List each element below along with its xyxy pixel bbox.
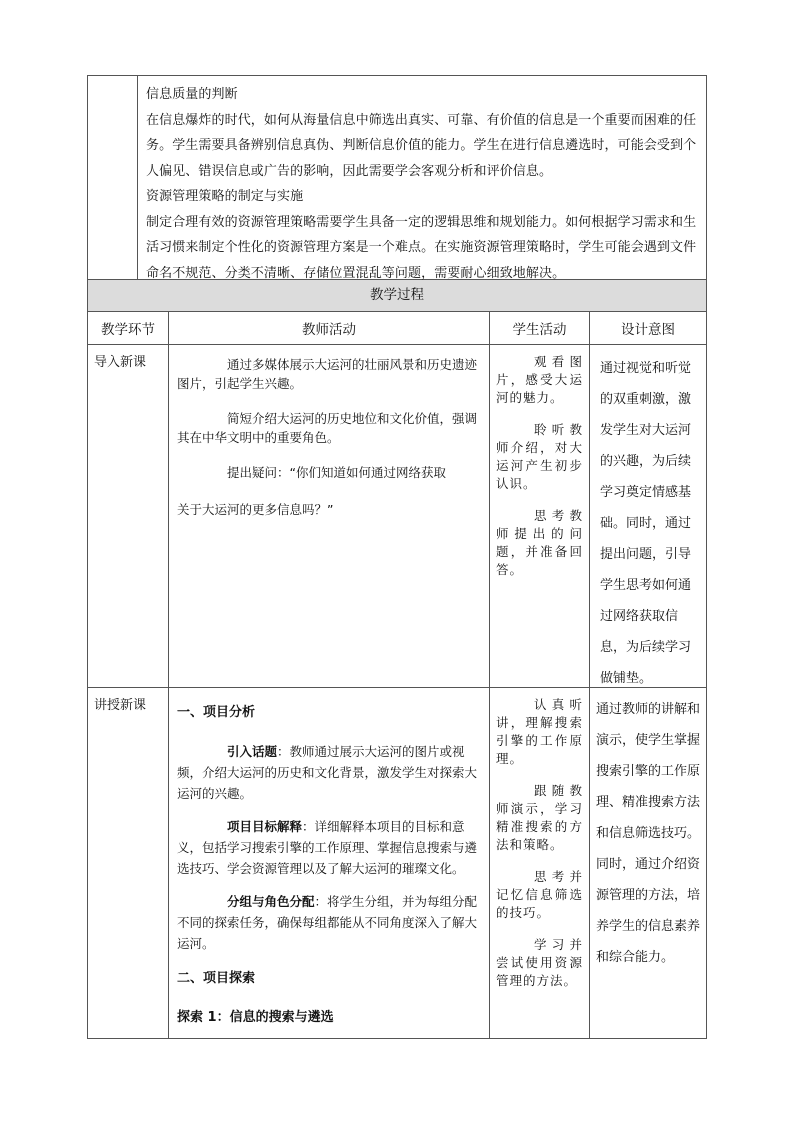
header-stage: 教学环节 (87, 312, 169, 345)
student-activity-lesson (490, 688, 590, 1039)
student-lesson-p1: 认真听讲，理解搜索引擎的工作原理。 (496, 697, 583, 766)
header-student: 学生活动 (490, 312, 590, 345)
teacher-intro-p1: 通过多媒体展示大运河的壮丽风景和历史遗迹图片，引起学生兴趣。 (177, 357, 478, 391)
process-table (87, 312, 707, 1039)
info-quality-text: 在信息爆炸的时代，如何从海量信息中筛选出真实、可靠、有价值的信息是一个重要而困难的任务。学生需要具备辨别信息真伪、判断信息价值的能力。学生在进行信息遴选时，可能会受到个人偏见、错误信息或广告的影响，因此需要学会客观分析和评价信息。 (146, 112, 697, 179)
lesson-item-groups (177, 891, 481, 954)
teacher-intro-p4: 关于大运河的更多信息吗？” (177, 502, 334, 517)
student-lesson-p4: 学习并尝试使用资源管理的方法。 (496, 937, 583, 988)
stage-new-lesson: 讲授新课 (87, 688, 169, 1039)
student-intro-p2: 聆听教师介绍，对大运河产生初步认识。 (496, 422, 583, 491)
student-lesson-p3: 思考并记忆信息筛选的技巧。 (496, 869, 583, 920)
difficulty-content-cell (138, 76, 706, 279)
design-intent-intro: 通过视觉和听觉的双重刺激，激发学生对大运河的兴趣，为后续学习奠定情感基础。同时，通过提出问题，引导学生思考如何通过网络获取信息，为后续学习做铺垫。 (590, 345, 707, 688)
difficulty-label-cell (88, 76, 138, 279)
lesson-item-intro (177, 741, 481, 804)
section-project-analysis: 一、项目分析 (177, 705, 256, 720)
process-title: 教学过程 (87, 280, 707, 312)
lesson-item-groups-text: ：将学生分组，并为每组分配不同的探索任务，确保每组都能从不同角度深入了解大运河。 (177, 894, 478, 951)
lesson-item-groups-label: 分组与角色分配 (227, 894, 315, 909)
difficulty-table (87, 75, 707, 280)
resource-strategy-title: 资源管理策略的制定与实施 (146, 189, 304, 204)
lesson-item-intro-text: ：教师通过展示大运河的图片或视频，介绍大运河的历史和文化背景，激发学生对探索大运河的兴趣。 (177, 744, 478, 801)
lesson-item-goals (177, 816, 481, 879)
lesson-item-intro-label: 引入话题 (227, 744, 278, 759)
design-intent-lesson: 通过教师的讲解和演示，使学生掌握搜索引擎的工作原理、精准搜索方法和信息筛选技巧。同时，通过介绍资源管理的方法，培养学生的信息素养和综合能力。 (590, 688, 707, 1039)
teacher-intro-p2: 简短介绍大运河的历史地位和文化价值，强调其在中华文明中的重要角色。 (177, 411, 478, 445)
section-project-explore: 二、项目探索 (177, 971, 256, 986)
info-quality-title: 信息质量的判断 (146, 87, 238, 102)
student-lesson-p2: 跟随教师演示，学习精准搜索的方法和策略。 (496, 783, 583, 852)
student-activity-intro (490, 345, 590, 688)
lesson-item-goals-text: ：详细解释本项目的目标和意义，包括学习搜索引擎的工作原理、掌握信息搜索与遴选技巧、学会资源管理以及了解大运河的璀璨文化。 (177, 819, 478, 876)
student-intro-p1: 观看图片，感受大运河的魅力。 (496, 354, 583, 405)
lesson-item-goals-label: 项目目标解释 (227, 819, 303, 834)
header-teacher: 教师活动 (169, 312, 490, 345)
resource-strategy-text: 制定合理有效的资源管理策略需要学生具备一定的逻辑思维和规划能力。如何根据学习需求和生活习惯来制定个性化的资源管理方案是一个难点。在实施资源管理策略时，学生可能会遇到文件命名不规范、分类不清晰、存储位置混乱等问题，需要耐心细致地解决。 (146, 214, 697, 281)
teacher-activity-lesson (169, 688, 490, 1039)
header-design: 设计意图 (590, 312, 707, 345)
explore-1-title: 探索 1：信息的搜索与遴选 (177, 1010, 334, 1025)
teacher-intro-p3: 提出疑问：“你们知道如何通过网络获取 (227, 465, 446, 480)
teacher-activity-intro (169, 345, 490, 688)
student-intro-p3: 思考教师提出的问题，并准备回答。 (496, 508, 583, 577)
stage-intro: 导入新课 (87, 345, 169, 688)
